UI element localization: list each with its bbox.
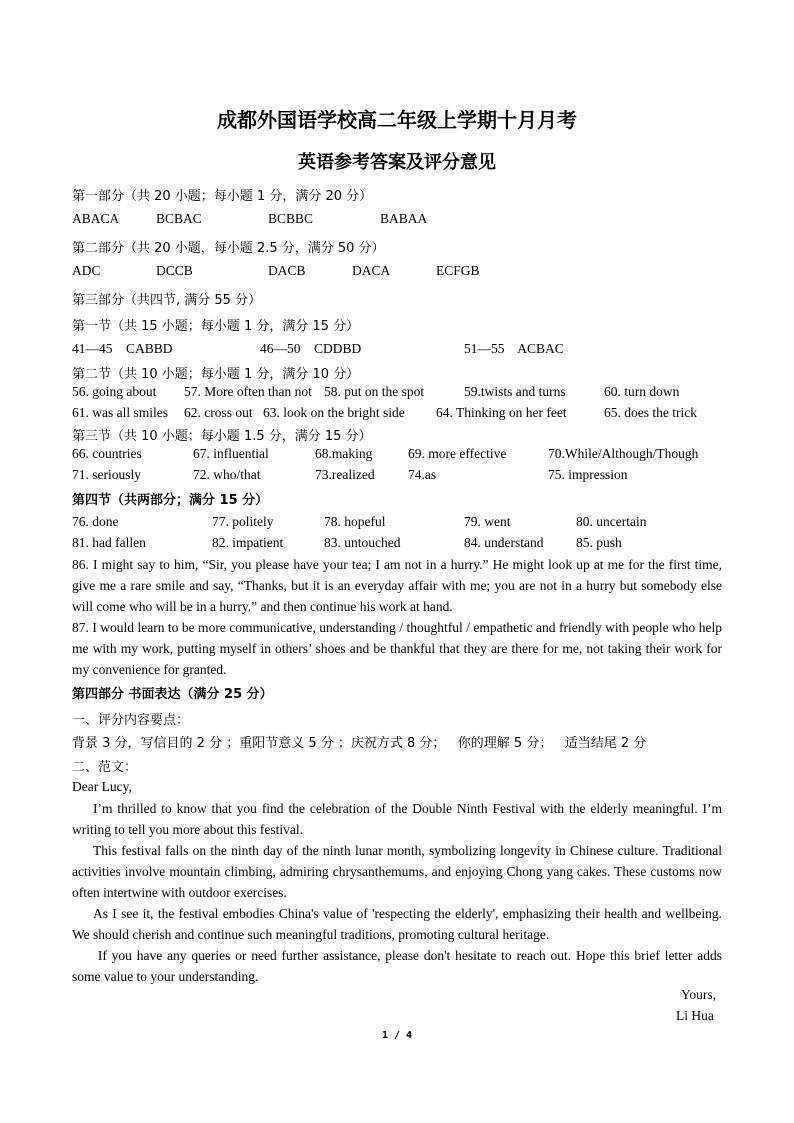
sec1-answer: 46—50 CDDBD bbox=[260, 341, 362, 356]
part3-heading: 第三部分（共四节, 满分 55 分） bbox=[72, 293, 262, 308]
sec3-answer: 68.making bbox=[315, 446, 373, 461]
letter-signature: Li Hua bbox=[676, 1008, 714, 1023]
sec4-answer: 81. had fallen bbox=[72, 535, 146, 550]
letter-paragraph: I’m thrilled to know that you find the celebration of the Double Ninth Festival with the elderly meaningful. I’m writing to tell you more about this festival. bbox=[72, 801, 722, 837]
sample-heading: 二、范文： bbox=[72, 760, 138, 775]
sec2-answer: 63. look on the bright side bbox=[263, 405, 405, 420]
sec3-answer: 73.realized bbox=[315, 467, 375, 482]
part2-heading: 第二部分（共 20 小题，每小题 2.5 分，满分 50 分） bbox=[72, 241, 385, 256]
part1-heading: 第一部分（共 20 小题；每小题 1 分，满分 20 分） bbox=[72, 189, 373, 204]
part3-sec3-heading: 第三节（共 10 小题；每小题 1.5 分，满分 15 分） bbox=[72, 429, 372, 444]
sec4-answer: 78. hopeful bbox=[324, 514, 386, 529]
part3-sec4-heading: 第四节（共两部分；满分 15 分） bbox=[72, 493, 269, 508]
sec4-answer: 85. push bbox=[576, 535, 622, 550]
sec3-answer: 72. who/that bbox=[193, 467, 261, 482]
part1-answer: BABAA bbox=[380, 211, 428, 226]
part1-answer: ABACA bbox=[72, 211, 120, 226]
sec4-answer: 82. impatient bbox=[212, 535, 284, 550]
answer-87: 87. I would learn to be more communicative, understanding / thoughtful / empathetic and friendly with people who help me with my work, putting myself in others’ shoes and be thankful that they are there for me, not taking their work for my convenience for granted. bbox=[72, 620, 722, 677]
letter-salutation: Dear Lucy, bbox=[72, 779, 132, 794]
sec3-answer: 75. impression bbox=[548, 467, 628, 482]
part3-sec2-heading: 第二节（共 10 小题；每小题 1 分，满分 10 分） bbox=[72, 367, 360, 382]
sec2-answer: 65. does the trick bbox=[604, 405, 697, 420]
sec4-answer: 79. went bbox=[464, 514, 511, 529]
sec2-answer: 60. turn down bbox=[604, 384, 680, 399]
sec3-answer: 74.as bbox=[408, 467, 437, 482]
part2-answer: ADC bbox=[72, 263, 101, 278]
answer-86: 86. I might say to him, “Sir, you please have your tea; I am not in a hurry.” He might look up at me for the first time, give me a rare smile and say, “Thanks, but it is an everyday affair with me; you are not in a hurry but somebody else will come who will be in a hurry.” and then continue his work at hand. bbox=[72, 557, 722, 614]
sec3-answer: 67. influential bbox=[193, 446, 269, 461]
scoring-heading: 一、评分内容要点： bbox=[72, 713, 190, 728]
sec4-answer: 80. uncertain bbox=[576, 514, 647, 529]
part2-answer: DCCB bbox=[156, 263, 193, 278]
part2-answer: ECFGB bbox=[436, 263, 480, 278]
part2-answer: DACB bbox=[268, 263, 306, 278]
part2-answer: DACA bbox=[352, 263, 391, 278]
letter-paragraph: If you have any queries or need further assistance, please don't hesitate to reach out. Hope this brief letter adds some value to your understanding. bbox=[72, 948, 726, 984]
sec2-answer: 61. was all smiles bbox=[72, 405, 168, 420]
sec3-answer: 66. countries bbox=[72, 446, 142, 461]
page-number: 1 / 4 bbox=[381, 1030, 413, 1041]
page-title: 成都外国语学校高二年级上学期十月月考 bbox=[217, 108, 577, 132]
sec2-answer: 62. cross out bbox=[184, 405, 253, 420]
scoring-points: 背景 3 分，写信目的 2 分 ；重阳节意义 5 分 ；庆祝方式 8 分； 你的理解 5 分； 适当结尾 2 分 bbox=[72, 736, 647, 751]
sec2-answer: 64. Thinking on her feet bbox=[436, 405, 567, 420]
sec4-answer: 77. politely bbox=[212, 514, 274, 529]
sec2-answer: 56. going about bbox=[72, 384, 157, 399]
page-subtitle: 英语参考答案及评分意见 bbox=[298, 152, 496, 173]
sec2-answer: 59.twists and turns bbox=[464, 384, 566, 399]
part1-answer: BCBAC bbox=[156, 211, 202, 226]
letter-paragraph: As I see it, the festival embodies China's value of 'respecting the elderly', emphasizing their health and wellbeing. We should cherish and continue such meaningful traditions, promoting cultural heritage. bbox=[72, 906, 722, 942]
sec2-answer: 58. put on the spot bbox=[324, 384, 425, 399]
sec4-answer: 83. untouched bbox=[324, 535, 401, 550]
letter-closing: Yours, bbox=[681, 987, 717, 1002]
sec3-answer: 69. more effective bbox=[408, 446, 507, 461]
sec1-answer: 51—55 ACBAC bbox=[464, 341, 564, 356]
part3-sec1-heading: 第一节（共 15 小题；每小题 1 分，满分 15 分） bbox=[72, 319, 360, 334]
sec2-answer: 57. More often than not bbox=[184, 384, 312, 399]
sec4-answer: 84. understand bbox=[464, 535, 544, 550]
sec3-answer: 71. seriously bbox=[72, 467, 141, 482]
sec3-answer: 70.While/Although/Though bbox=[548, 446, 699, 461]
part4-heading: 第四部分 书面表达（满分 25 分） bbox=[72, 687, 273, 702]
part1-answer: BCBBC bbox=[268, 211, 314, 226]
sec1-answer: 41—45 CABBD bbox=[72, 341, 173, 356]
letter-paragraph: This festival falls on the ninth day of the ninth lunar month, symbolizing longevity in Chinese culture. Traditional activities involve mountain climbing, admiring chrysanthemums, and enjoying Chong yang cakes. These customs now often intertwine with outdoor exercises. bbox=[72, 843, 722, 900]
sec4-answer: 76. done bbox=[72, 514, 119, 529]
